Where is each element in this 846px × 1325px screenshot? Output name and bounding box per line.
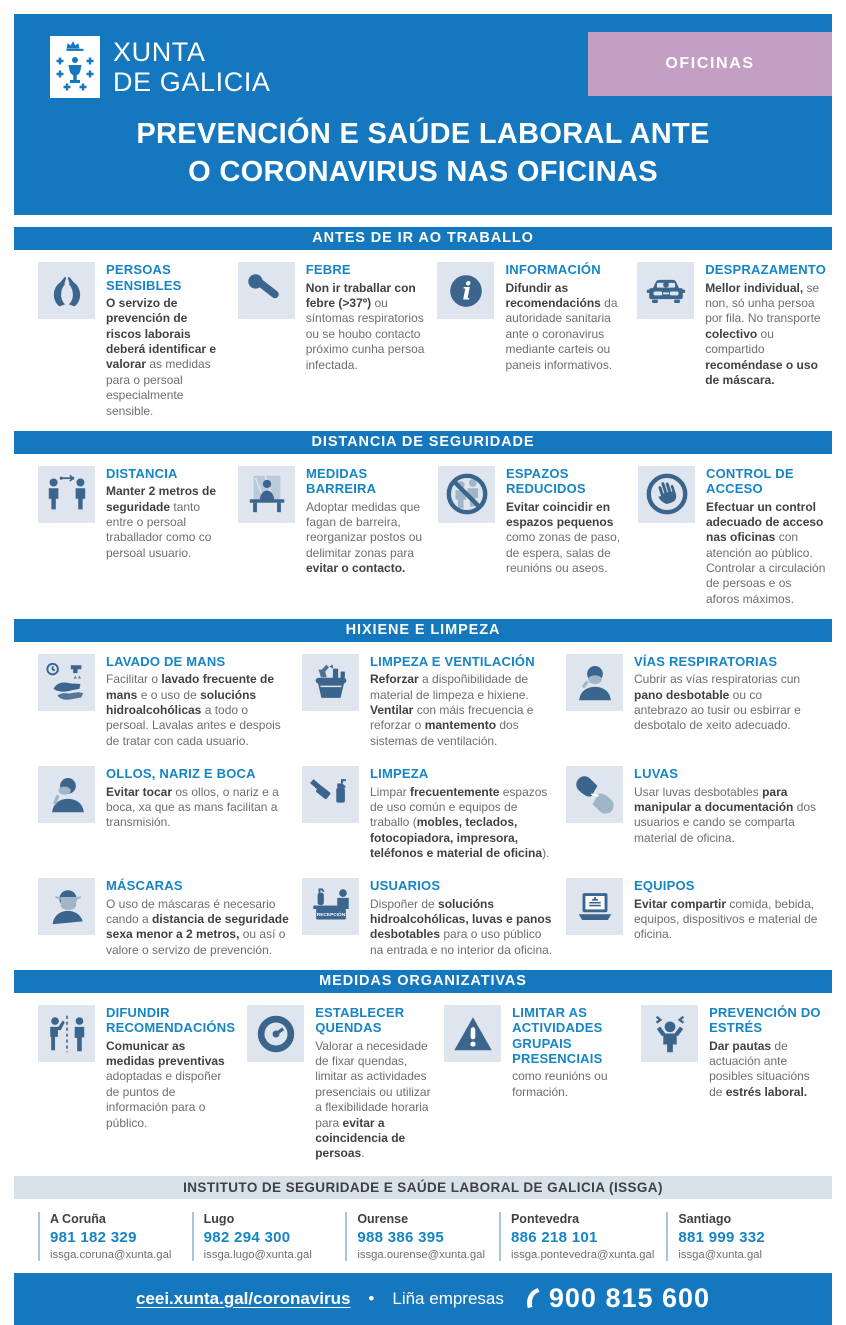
warning-triangle-icon [444,1005,501,1062]
card-body [706,466,826,607]
info-card-lavado-de-mans [38,654,290,749]
card-text: Mellor individual, se non, só unha persoa por fila. No transporte colectivo ou compartido recoméndase o uso de máscara. [705,280,821,387]
contacts-row [14,1199,832,1261]
card-text: Limpar frecuentemente espazos de uso común e equipos de traballo (mobles, teclados, fotocopiadora, impresora, teléfonos e material de oficina). [370,784,550,860]
card-text: Cubrir as vías respiratorias cun pano desbotable ou co antebrazo ao tusir ou esbirrar e desbotalo de xeito adecuado. [634,672,801,733]
no-crowd-icon [438,466,495,523]
issga-band-title: INSTITUTO DE SEGURIDADE E SAÚDE LABORAL DE GALICIA (ISSGA) [14,1176,832,1199]
card-title: LAVADO DE MANS [106,654,226,670]
reception-desk-icon [302,878,359,935]
card-text: Adoptar medidas que fagan de barreira, reorganizar postos ou delimitar zonas para evitar o contacto. [306,499,423,575]
cover-mouth-icon [566,654,623,711]
card-title: DISTANCIA [106,465,178,481]
card-text: Facilitar o lavado frecuente de mans e o uso de solucións hidroalcohólicas a todo o persoal. Lavalas antes e despois de tratar con cada usuario. [106,672,281,748]
info-card-medidas-barreira [238,466,426,607]
contact-city: Santiago [678,1211,732,1226]
info-card-control-de-acceso [638,466,826,607]
info-card-espazos-reducidos [438,466,626,607]
card-body [106,262,226,419]
info-card-ollos-nariz-e-boca [38,766,290,861]
card-text: Non ir traballar con febre (>37º) ou síntomas respiratorios ou se houbo contacto próximo cunha persoa infectada. [305,280,425,372]
card-title: LIMPEZA E VENTILACIÓN [370,654,535,670]
svg-text:RECEPCIÓN: RECEPCIÓN [316,912,345,918]
contact-santiago [666,1212,808,1261]
card-body [306,262,426,372]
phone-receiver-icon [522,1286,542,1312]
info-card-mascaras [38,878,290,958]
contact-email-link[interactable]: issga@xunta.gal [678,1248,763,1261]
card-text: como reunións ou formación. [512,1069,608,1099]
info-card-limpeza [302,766,554,861]
card-text: Comunicar as medidas preventivas adoptadas e dispoñer de puntos de información para o público. [106,1038,225,1130]
info-card-desprazamento [637,262,826,419]
card-body [106,466,226,561]
info-card-informacion [437,262,625,419]
card-text: Evitar tocar os ollos, o nariz e a boca, xa que as mans facilitan a transmisión. [106,784,279,830]
section-medidas-organizativas [14,970,832,1162]
header [14,14,832,215]
header-top [38,32,808,98]
barrier-icon [238,466,295,523]
info-card-limitar-as-actividades-grupais-presenciais [444,1005,629,1162]
coronavirus-link[interactable]: ceei.xunta.gal/coronavirus [135,1288,351,1308]
contact-phone: 881 999 332 [678,1228,766,1246]
oficinas-badge: OFICINAS [588,32,832,96]
card-title: DIFUNDIR RECOMENDACIÓNS [106,1005,236,1036]
info-card-prevencion-do-estres [641,1005,826,1162]
info-card-vias-respiratorias [566,654,818,749]
contact-email-link[interactable]: issga.coruna@xunta.gal [50,1248,172,1261]
card-text: Evitar coincidir en espazos pequenos como zonas de paso, de espera, salas de reunións ou aseos. [506,499,621,575]
title-line1: PREVENCIÓN E SAÚDE LABORAL ANTE [136,118,710,150]
section-distancia-de-seguridade [14,431,832,607]
card-body [370,766,554,861]
distance-icon [38,466,95,523]
card-text: Usar luvas desbotables para manipular a documentación dos usuarios e cando se comparta material de oficina. [634,784,817,845]
contact-a-coruna [38,1212,180,1261]
card-body [709,1005,826,1100]
card-title: ESPAZOS REDUCIDOS [506,465,586,497]
spray-cleaning-icon [302,766,359,823]
contact-city: Ourense [357,1211,409,1226]
card-title: ESTABLECER QUENDAS [315,1005,405,1036]
contact-city: A Coruña [50,1211,106,1226]
card-body [705,262,826,388]
svg-text:i: i [462,277,472,306]
section-header: MEDIDAS ORGANIZATIVAS [14,970,832,993]
mask-face-icon [38,878,95,935]
contact-city: Lugo [203,1211,235,1226]
card-body [370,654,554,749]
thermometer-icon [238,262,295,319]
card-body [634,766,818,846]
stop-hand-icon [638,466,695,523]
card-text: Efectuar un control adecuado de acceso nas oficinas con atención ao público. Controlar a circulación de persoas e os aforos máximos. [706,499,826,606]
poster-title [38,116,808,191]
card-text: Valorar a necesidade de fixar quendas, limitar as actividades presenciais ou utilizar a flexibilidade horaria para evitar a coincidencia de persoas. [315,1038,431,1161]
card-body [634,878,818,942]
section-grid [14,642,832,958]
info-card-usuarios [302,878,554,958]
card-text: Dar pautas de actuación ante posibles situacións de estrés laboral. [709,1038,810,1099]
card-text: Manter 2 metros de seguridade tanto entre o persoal traballador como co persoal usuario. [106,484,217,560]
info-card-difundir-recomendacions [38,1005,235,1162]
helpline-group [522,1283,710,1314]
card-title: EQUIPOS [634,878,695,894]
touch-face-icon [38,766,95,823]
contact-pontevedra [499,1212,654,1261]
card-text: Reforzar a dispoñibilidade de material de limpeza e hixiene. Ventilar con máis frecuencia e reforzar o mantemento dos sistemas de ventilación. [370,672,534,748]
section-grid [14,993,832,1162]
card-title: DESPRAZAMENTO [705,262,826,278]
caring-hands-icon [38,262,95,319]
card-body [370,878,554,958]
card-title: LIMPEZA [370,766,429,782]
info-card-limpeza-e-ventilacion [302,654,554,749]
card-body [512,1005,629,1100]
contact-ourense [345,1212,487,1261]
xunta-crest-icon [50,36,100,98]
xunta-logo [38,32,271,98]
card-body [505,262,625,372]
card-text: O uso de máscaras é necesario cando a distancia de seguridade sexa menor a 2 metros, ou así o valore o servizo de prevención. [106,896,289,957]
card-text: Dispoñer de solucións hidroalcohólicas, luvas e panos desbotables para o uso público na entrada e no interior da oficina. [370,896,553,957]
info-card-persoas-sensibles [38,262,226,419]
card-body [106,766,290,830]
stressed-person-icon [641,1005,698,1062]
card-title: VÍAS RESPIRATORIAS [634,654,778,670]
cleaning-kit-icon [302,654,359,711]
card-body [634,654,818,734]
separator-dot: • [368,1288,375,1308]
card-title: CONTROL DE ACCESO [706,465,794,497]
contact-phone: 886 218 101 [510,1228,598,1246]
section-grid [14,250,832,419]
contact-email-link[interactable]: issga.lugo@xunta.gal [203,1248,312,1261]
contact-phone: 982 294 300 [203,1228,291,1246]
card-title: USUARIOS [370,878,441,894]
card-title: PERSOAS SENSIBLES [106,262,182,293]
laptop-icon [566,878,623,935]
section-hixiene-e-limpeza [14,619,832,958]
section-header: HIXIENE E LIMPEZA [14,619,832,642]
card-title: LUVAS [634,766,679,782]
bottom-bar [14,1273,832,1325]
clock-icon [247,1005,304,1062]
sections-container [14,227,832,1161]
info-icon [437,262,494,319]
lina-empresas-label: Liña empresas [392,1288,504,1308]
card-body [315,1005,432,1162]
card-title: INFORMACIÓN [505,262,601,278]
contact-phone: 988 386 395 [357,1228,445,1246]
logo-line2: DE GALICIA [113,67,271,97]
contact-phone: 981 182 329 [50,1228,137,1246]
card-title: MEDIDAS BARREIRA [306,465,377,497]
logo-line1: XUNTA [113,36,206,67]
info-card-febre [238,262,426,419]
info-card-equipos [566,878,818,958]
info-card-luvas [566,766,818,861]
contact-email-link[interactable]: issga.pontevedra@xunta.gal [510,1248,655,1261]
announce-distance-icon [38,1005,95,1062]
car-icon [637,262,694,319]
card-title: OLLOS, NARIZ E BOCA [106,766,256,782]
card-body [106,654,290,749]
card-title: MÁSCARAS [106,878,183,894]
card-text: Difundir as recomendacións da autoridade sanitaria ante o coronavirus mediante carteis ou paneis informativos. [505,280,618,372]
hand-washing-icon [38,654,95,711]
card-body [506,466,626,576]
title-line2: O CORONAVIRUS NAS OFICINAS [188,155,658,188]
card-title: FEBRE [305,262,351,278]
card-title: LIMITAR AS ACTIVIDADES GRUPAIS PRESENCIAIS [512,1005,603,1067]
contact-email-link[interactable]: issga.ourense@xunta.gal [357,1248,485,1261]
info-card-establecer-quendas [247,1005,432,1162]
info-card-distancia [38,466,226,607]
contact-lugo [192,1212,334,1261]
logo-wordmark [113,37,271,97]
section-antes-de-ir-ao-traballo [14,227,832,419]
section-header: ANTES DE IR AO TRABALLO [14,227,832,250]
poster [14,14,832,1325]
gloves-icon [566,766,623,823]
section-grid [14,454,832,607]
card-text: O servizo de prevención de riscos laborais deberá identificar e valorar as medidas para o persoal especialmente sensible. [106,296,217,418]
card-title: PREVENCIÓN DO ESTRÉS [709,1005,821,1036]
section-header: DISTANCIA DE SEGURIDADE [14,431,832,454]
helpline-number: 900 815 600 [548,1283,711,1314]
contact-city: Pontevedra [510,1211,580,1226]
card-body [306,466,426,576]
card-body [106,878,290,958]
card-body [106,1005,235,1131]
card-text: Evitar compartir comida, bebida, equipos, dispositivos e material de oficina. [634,896,818,942]
